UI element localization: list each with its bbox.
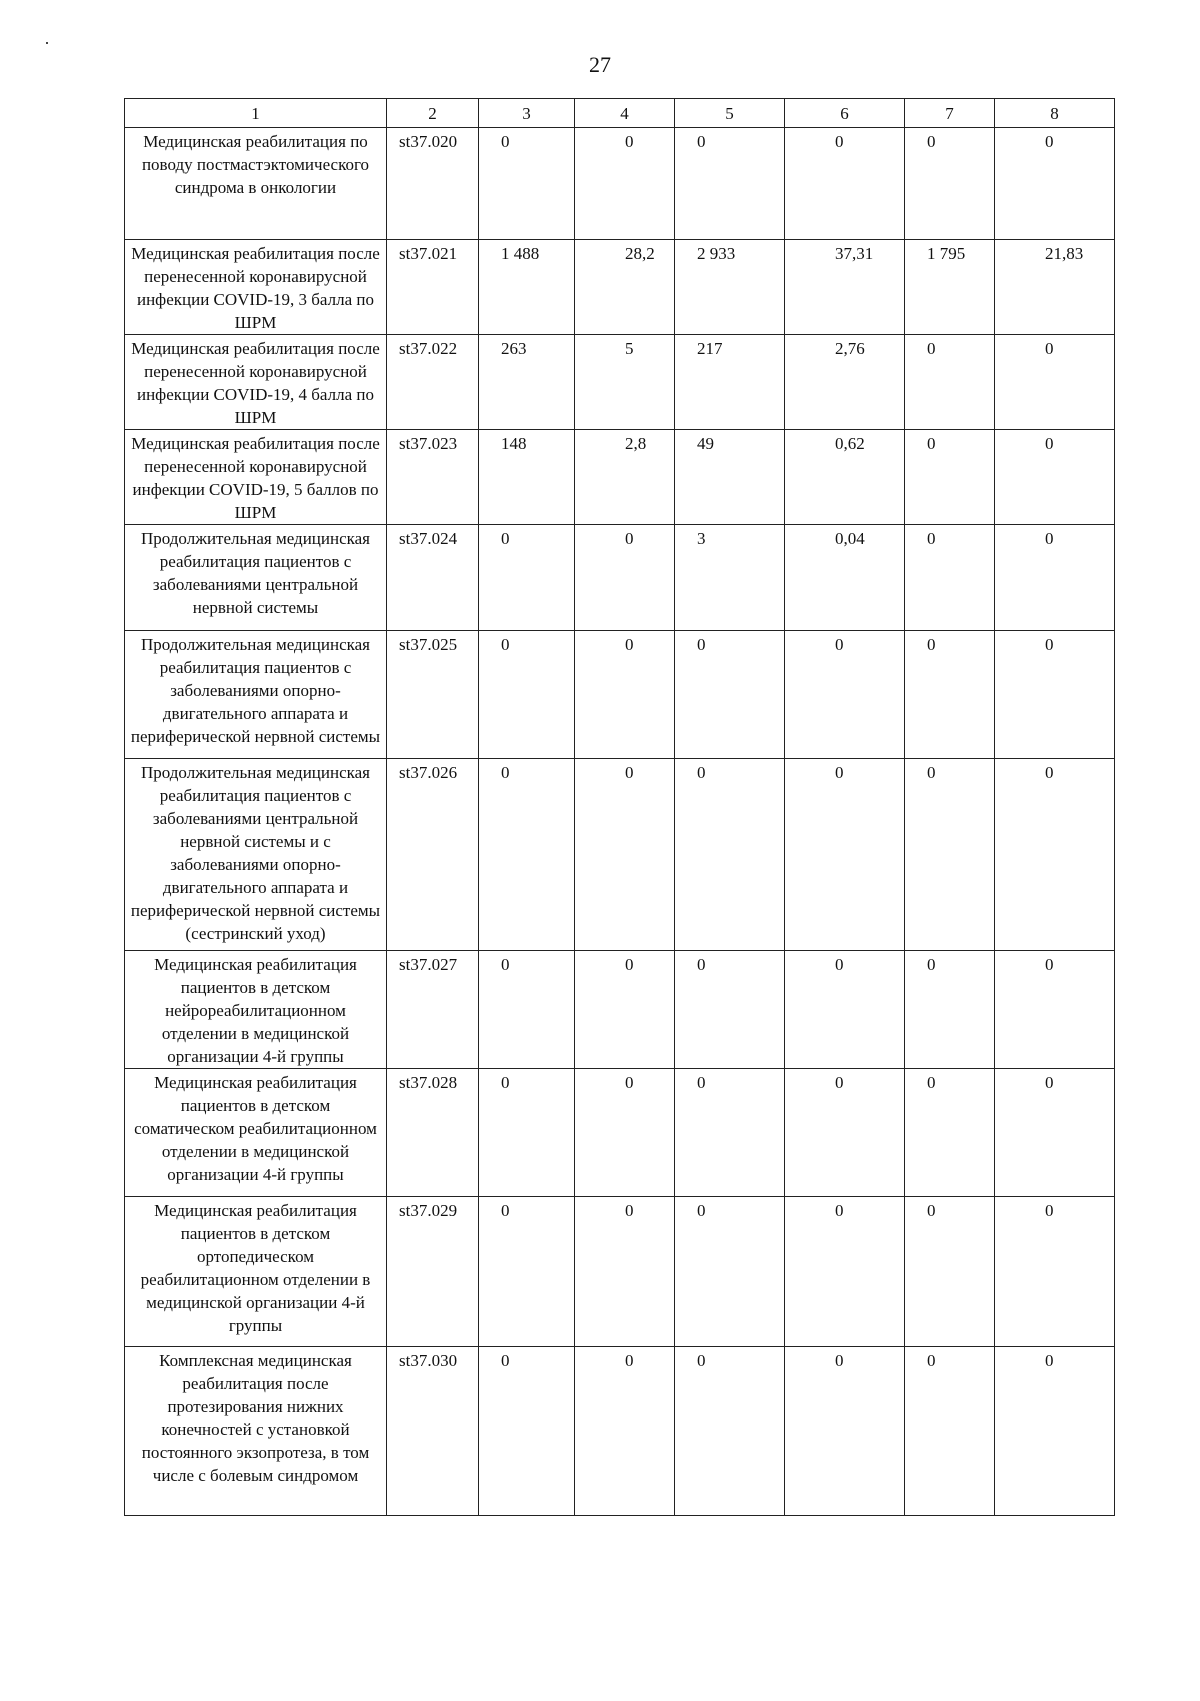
row-name-cell: Медицинская реабилитация после перенесенной коронавирусной инфекции COVID-19, 4 балла по ШРМ bbox=[125, 335, 387, 430]
row-name-cell: Медицинская реабилитация пациентов в детском соматическом реабилитационном отделении в медицинской организации 4-й группы bbox=[125, 1069, 387, 1197]
value-cell: 0 bbox=[479, 631, 575, 759]
value-cell: 0 bbox=[675, 128, 785, 240]
column-header: 4 bbox=[575, 99, 675, 128]
table-row bbox=[125, 128, 1115, 240]
row-name-cell: Продолжительная медицинская реабилитация пациентов с заболеваниями опорно-двигательного аппарата и периферической нервной системы bbox=[125, 631, 387, 759]
table-row bbox=[125, 951, 1115, 1069]
row-code-cell: st37.027 bbox=[387, 951, 479, 1069]
value-cell: 37,31 bbox=[785, 240, 905, 335]
value-cell: 0 bbox=[995, 1347, 1115, 1516]
column-header: 2 bbox=[387, 99, 479, 128]
row-code-cell: st37.024 bbox=[387, 525, 479, 631]
value-cell: 0 bbox=[479, 759, 575, 951]
value-cell: 263 bbox=[479, 335, 575, 430]
header-row bbox=[125, 99, 1115, 128]
row-code-cell: st37.028 bbox=[387, 1069, 479, 1197]
value-cell: 0 bbox=[995, 759, 1115, 951]
value-cell: 0,04 bbox=[785, 525, 905, 631]
value-cell: 0 bbox=[785, 1197, 905, 1347]
value-cell: 0 bbox=[575, 759, 675, 951]
value-cell: 0 bbox=[675, 631, 785, 759]
value-cell: 0 bbox=[675, 1197, 785, 1347]
table-row bbox=[125, 525, 1115, 631]
value-cell: 0 bbox=[995, 951, 1115, 1069]
column-header: 5 bbox=[675, 99, 785, 128]
row-name-cell: Продолжительная медицинская реабилитация пациентов с заболеваниями центральной нервной системы и с заболеваниями опорно-двигательного аппарата и периферической нервной системы (сестринский уход) bbox=[125, 759, 387, 951]
column-header: 7 bbox=[905, 99, 995, 128]
scan-speck bbox=[46, 42, 48, 44]
table-row bbox=[125, 1347, 1115, 1516]
value-cell: 0 bbox=[575, 1347, 675, 1516]
row-name-cell: Комплексная медицинская реабилитация после протезирования нижних конечностей с установкой постоянного экзопротеза, в том числе с болевым синдромом bbox=[125, 1347, 387, 1516]
row-code-cell: st37.026 bbox=[387, 759, 479, 951]
value-cell: 0 bbox=[785, 759, 905, 951]
value-cell: 0 bbox=[995, 430, 1115, 525]
value-cell: 0 bbox=[995, 128, 1115, 240]
value-cell: 0 bbox=[675, 1069, 785, 1197]
value-cell: 21,83 bbox=[995, 240, 1115, 335]
value-cell: 0 bbox=[905, 525, 995, 631]
value-cell: 0 bbox=[675, 1347, 785, 1516]
value-cell: 0,62 bbox=[785, 430, 905, 525]
row-code-cell: st37.022 bbox=[387, 335, 479, 430]
row-code-cell: st37.021 bbox=[387, 240, 479, 335]
value-cell: 0 bbox=[575, 631, 675, 759]
value-cell: 0 bbox=[905, 335, 995, 430]
value-cell: 0 bbox=[575, 525, 675, 631]
row-name-cell: Медицинская реабилитация по поводу постмастэктомического синдрома в онкологии bbox=[125, 128, 387, 240]
value-cell: 0 bbox=[905, 1069, 995, 1197]
value-cell: 0 bbox=[575, 128, 675, 240]
table-row bbox=[125, 631, 1115, 759]
value-cell: 0 bbox=[479, 128, 575, 240]
row-code-cell: st37.029 bbox=[387, 1197, 479, 1347]
row-name-cell: Медицинская реабилитация после перенесенной коронавирусной инфекции COVID-19, 3 балла по ШРМ bbox=[125, 240, 387, 335]
value-cell: 0 bbox=[575, 1197, 675, 1347]
value-cell: 0 bbox=[675, 759, 785, 951]
table-row bbox=[125, 1069, 1115, 1197]
value-cell: 2,8 bbox=[575, 430, 675, 525]
value-cell: 0 bbox=[905, 951, 995, 1069]
row-name-cell: Медицинская реабилитация после перенесенной коронавирусной инфекции COVID-19, 5 баллов по ШРМ bbox=[125, 430, 387, 525]
value-cell: 49 bbox=[675, 430, 785, 525]
value-cell: 0 bbox=[905, 631, 995, 759]
row-name-cell: Медицинская реабилитация пациентов в детском ортопедическом реабилитационном отделении в медицинской организации 4-й группы bbox=[125, 1197, 387, 1347]
column-header: 6 bbox=[785, 99, 905, 128]
value-cell: 1 488 bbox=[479, 240, 575, 335]
value-cell: 0 bbox=[479, 951, 575, 1069]
table-row bbox=[125, 335, 1115, 430]
value-cell: 0 bbox=[479, 1069, 575, 1197]
value-cell: 0 bbox=[785, 951, 905, 1069]
table-row bbox=[125, 759, 1115, 951]
value-cell: 0 bbox=[479, 525, 575, 631]
column-header: 3 bbox=[479, 99, 575, 128]
value-cell: 0 bbox=[575, 1069, 675, 1197]
value-cell: 5 bbox=[575, 335, 675, 430]
value-cell: 0 bbox=[995, 1069, 1115, 1197]
value-cell: 0 bbox=[675, 951, 785, 1069]
value-cell: 0 bbox=[479, 1347, 575, 1516]
value-cell: 0 bbox=[995, 335, 1115, 430]
value-cell: 148 bbox=[479, 430, 575, 525]
value-cell: 0 bbox=[785, 128, 905, 240]
value-cell: 1 795 bbox=[905, 240, 995, 335]
table-row bbox=[125, 240, 1115, 335]
value-cell: 0 bbox=[575, 951, 675, 1069]
column-header: 8 bbox=[995, 99, 1115, 128]
value-cell: 0 bbox=[995, 1197, 1115, 1347]
column-header: 1 bbox=[125, 99, 387, 128]
row-code-cell: st37.025 bbox=[387, 631, 479, 759]
value-cell: 28,2 bbox=[575, 240, 675, 335]
value-cell: 0 bbox=[905, 759, 995, 951]
value-cell: 3 bbox=[675, 525, 785, 631]
value-cell: 0 bbox=[905, 1197, 995, 1347]
row-code-cell: st37.020 bbox=[387, 128, 479, 240]
value-cell: 2 933 bbox=[675, 240, 785, 335]
value-cell: 0 bbox=[905, 128, 995, 240]
table-row bbox=[125, 1197, 1115, 1347]
row-code-cell: st37.030 bbox=[387, 1347, 479, 1516]
value-cell: 0 bbox=[785, 1069, 905, 1197]
row-name-cell: Продолжительная медицинская реабилитация пациентов с заболеваниями центральной нервной системы bbox=[125, 525, 387, 631]
page-number: 27 bbox=[589, 52, 611, 77]
value-cell: 0 bbox=[479, 1197, 575, 1347]
value-cell: 0 bbox=[905, 430, 995, 525]
table-row bbox=[125, 430, 1115, 525]
value-cell: 0 bbox=[785, 1347, 905, 1516]
row-code-cell: st37.023 bbox=[387, 430, 479, 525]
value-cell: 2,76 bbox=[785, 335, 905, 430]
value-cell: 0 bbox=[995, 525, 1115, 631]
value-cell: 217 bbox=[675, 335, 785, 430]
value-cell: 0 bbox=[785, 631, 905, 759]
row-name-cell: Медицинская реабилитация пациентов в детском нейрореабилитационном отделении в медицинской организации 4-й группы bbox=[125, 951, 387, 1069]
value-cell: 0 bbox=[995, 631, 1115, 759]
value-cell: 0 bbox=[905, 1347, 995, 1516]
data-table bbox=[124, 98, 1115, 1516]
